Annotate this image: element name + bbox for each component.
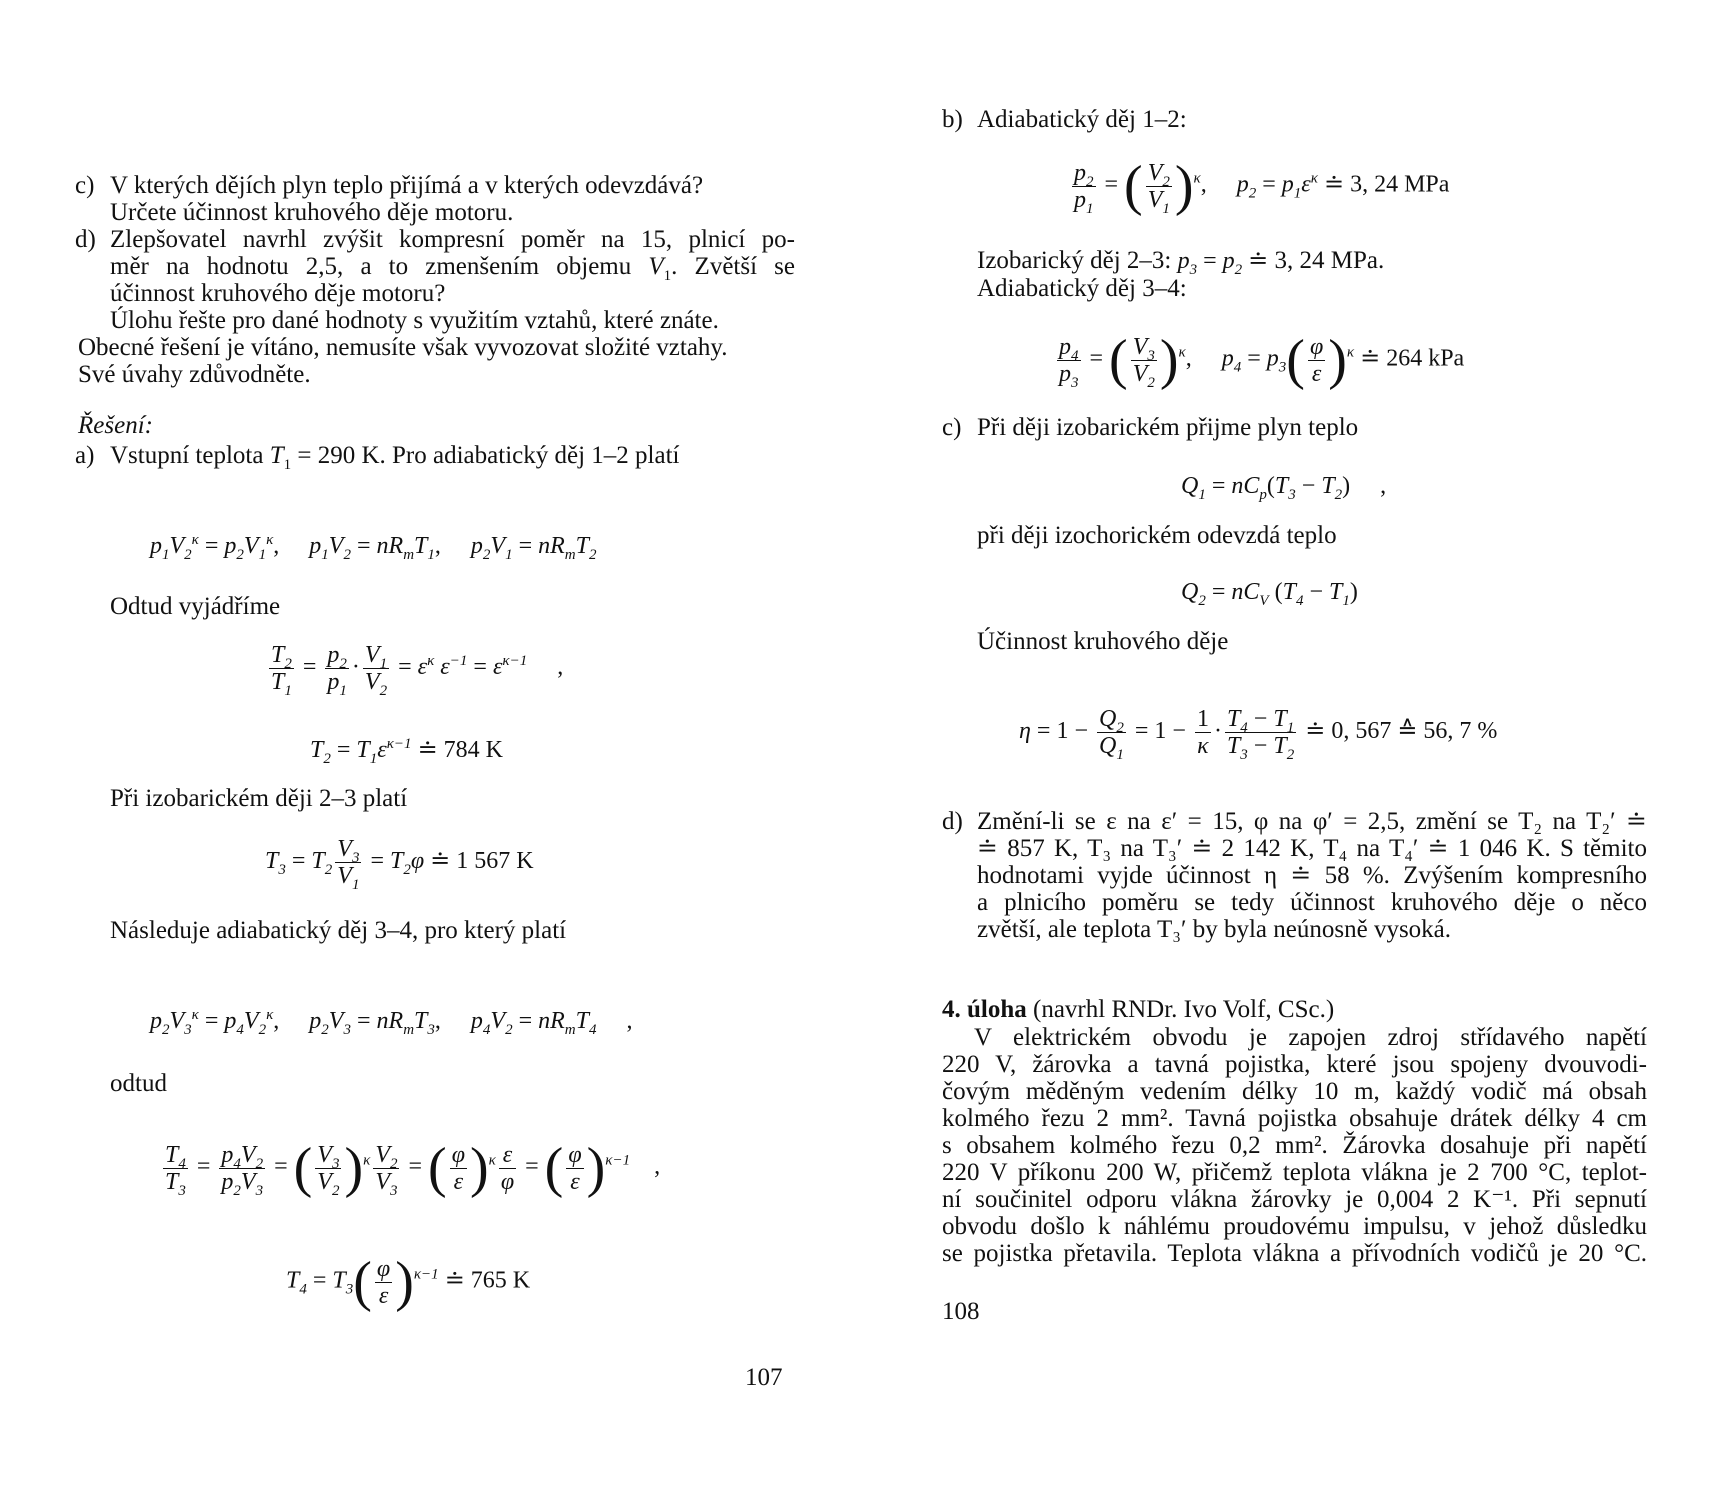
task-4-line-6: 220 V příkonu 200 W, přičemž teplota vlákna je 2 700 °C, teplot- — [942, 1159, 1647, 1186]
solution-d-line-5: zvětší, ale teplota T₃′ by byla neúnosně vysoká. — [977, 916, 1452, 943]
text-odtud-vyjadrime: Odtud vyjádříme — [110, 593, 281, 620]
instructions-line-1: Úlohu řešte pro dané hodnoty s využitím vztahů, které znáte. — [110, 307, 719, 334]
result-T2: 784 K — [443, 737, 504, 763]
solution-b-text: Adiabatický děj 1–2: — [977, 106, 1187, 133]
task-4-number: 4. úloha — [942, 996, 1027, 1023]
question-d-var-sub: 1 — [663, 268, 672, 284]
equation-adiabatic-12: $p_1V_2^\kappa = p_2V_1^\kappa$, $p_1V_2 = nR_mT_1$, $p_2V_1 = nR_mT_2$ — [150, 532, 597, 563]
equation-T2-ratio: $\frac{T_2}{T_1}$ = $\frac{p_2}{p_1}$ · $\frac{V_1}{V_2}$ = $\varepsilon^\kappa$ $\varepsilon^{-1} = \varepsilon^{\kappa-1}$ , — [271, 642, 564, 699]
solution-d-line-3: hodnotami vyjde účinnost η ≐ 58 %. Zvýšením kompresního — [977, 862, 1647, 889]
solution-a-var-sub: 1 — [283, 457, 292, 473]
task-4-line-5: s obsahem kolmého řezu 0,2 mm². Žárovka dosahuje při napětí — [942, 1132, 1647, 1159]
question-c-line-1: V kterých dějích plyn teplo přijímá a v kterých odevzdává? — [110, 172, 704, 199]
question-d-line-1: Zlepšovatel navrhl zvýšit kompresní poměr na 15, plnicí po- — [110, 226, 795, 253]
result-T4: 765 K — [470, 1267, 531, 1294]
instructions-line-2: Obecné řešení je vítáno, nemusíte však vyvozovat složité vztahy. — [78, 334, 728, 361]
question-c-line-2: Určete účinnost kruhového děje motoru. — [110, 199, 514, 226]
solution-a-label: a) — [75, 442, 95, 469]
solution-d-line-4: a plnicího poměru se tedy účinnost kruhového děje o něco — [977, 889, 1647, 916]
solution-c — [942, 414, 1662, 444]
result-p3: 3, 24 MPa. — [1274, 247, 1385, 274]
task-4-author: (navrhl RNDr. Ivo Volf, CSc.) — [1033, 996, 1335, 1023]
solution-heading: Řešení: — [78, 412, 153, 439]
ucinnost-text: Účinnost kruhového děje — [977, 628, 1229, 655]
instructions-line-3: Své úvahy zdůvodněte. — [78, 361, 311, 388]
question-d-label: d) — [75, 226, 96, 253]
task-4-line-2: 220 V, žárovka a tavná pojistka, které jsou spojeny dvouvodi- — [942, 1051, 1647, 1078]
izobaricky-23: Izobarický děj 2–3: $p_3 = p_2$ ≐ 3, 24 MPa. — [977, 247, 1385, 278]
equation-T4-result: $T_4 = T_3$( $\frac{\varphi}{\varepsilon}$ )$^{\kappa-1}$ ≐ 765 K — [286, 1251, 531, 1313]
equation-p2: $\frac{p_2}{p_1}$ = ( $\frac{V_2}{V_1}$ )$^\kappa$, $p_2 = p_1\varepsilon^\kappa$ ≐ 3, 24 MPa — [1074, 155, 1450, 217]
question-d — [75, 226, 795, 310]
task-4-line-4: kolmého řezu 2 mm². Tavná pojistka obsahuje drátek délky 4 cm — [942, 1105, 1647, 1132]
page-108 — [859, 0, 1718, 1500]
solution-b-label: b) — [942, 106, 963, 133]
equation-T2-result: $T_2 = T_1\varepsilon^{\kappa-1}$ ≐ 784 K — [310, 736, 504, 767]
question-c-label: c) — [75, 172, 95, 199]
solution-a — [75, 442, 795, 472]
solution-a-text: Vstupní teplota — [110, 442, 264, 469]
question-d-line-2-end: . Zvětší se — [671, 253, 796, 280]
page-number-108: 108 — [942, 1298, 980, 1325]
task-4-line-1: V elektrickém obvodu je zapojen zdroj střídavého napětí — [974, 1024, 1647, 1051]
task-4-title — [942, 996, 1334, 1023]
question-d-line-3: účinnost kruhového děje motoru? — [110, 280, 446, 307]
equation-T3: $T_3 = T_2$ $\frac{V_3}{V_1}$ = $T_2\varphi$ ≐ 1 567 K — [265, 836, 534, 893]
task-4-line-7: ní součinitel odporu vlákna žárovky je 0,004 2 K⁻¹. Při sepnutí — [942, 1186, 1647, 1213]
equation-p4: $\frac{p_4}{p_3}$ = ( $\frac{V_3}{V_2}$ )$^\kappa$, $p_4 = p_3$( $\frac{\varphi}{\varepsilon}$ )$^\kappa$ ≐ 264 kPa — [1059, 329, 1465, 391]
instructions — [78, 307, 798, 388]
page-number-107: 107 — [745, 1364, 783, 1391]
solution-d — [942, 808, 1662, 948]
izobaricky-23-text: Izobarický děj 2–3: — [977, 247, 1172, 274]
text-odtud: odtud — [110, 1070, 167, 1097]
solution-a-value: = 290 K. — [297, 442, 386, 469]
question-c — [75, 172, 795, 228]
equation-T4-ratio: $\frac{T_4}{T_3}$ = $\frac{p_4V_2}{p_2V_3}$ = ( $\frac{V_3}{V_2}$ )$^\kappa$ $\frac{V_2}{V_3}$ = ( $\frac{\varphi}{\varepsilon}$ )$^\kappa$ $\frac{\varepsilon}{\varphi}$ = ( $\frac{\varphi}{\varepsilon}$ )$^{\kappa-1}$ , — [165, 1137, 661, 1199]
task-4-line-3: čovým měděným vedením délky 10 m, každý vodič má obsah — [942, 1078, 1647, 1105]
equation-Q2: $Q_2 = nC_V$ $(T_4 - T_1)$ — [1181, 579, 1358, 609]
adiabaticky-34-text: Adiabatický děj 3–4: — [977, 275, 1187, 302]
solution-a-var: T — [269, 442, 284, 469]
equation-Q1: $Q_1 = nC_p(T_3 - T_2)$ , — [1181, 473, 1387, 503]
solution-c-label: c) — [942, 414, 962, 441]
solution-d-label: d) — [942, 808, 963, 835]
solution-d-line-2: ≐ 857 K, T₃ na T₃′ ≐ 2 142 K, T₄ na T₄′ ≐ 1 046 K. S těmito — [977, 835, 1647, 862]
task-4-line-8: obvodu došlo k náhlému proudovému impulsu, v jehož důsledku — [942, 1213, 1647, 1240]
equation-adiabatic-34: $p_2V_3^\kappa = p_4V_2^\kappa$, $p_2V_3 = nR_mT_3$, $p_4V_2 = nR_mT_4$ , — [150, 1007, 633, 1038]
result-p4: 264 kPa — [1386, 345, 1465, 372]
solution-b — [942, 106, 1662, 136]
result-T3: 1 567 K — [456, 848, 534, 875]
text-nasleduje: Následuje adiabatický děj 3–4, pro který platí — [110, 917, 567, 944]
result-efficiency: 0, 567 ≙ 56, 7 % — [1331, 718, 1498, 745]
task-4-body — [942, 1024, 1647, 1267]
task-4-line-9: se pojistka přetavila. Teplota vlákna a přívodních vodičů je 20 °C. — [942, 1240, 1647, 1267]
solution-d-line-1: Změní-li se ε na ε′ = 15, φ na φ′ = 2,5, změní se T₂ na T₂′ ≐ — [977, 808, 1647, 835]
equation-efficiency: η = 1 − $\frac{Q_2}{Q_1}$ = 1 − $\frac{1}{\kappa}$ · $\frac{T_4 - T_1}{T_3 - T_2}$ ≐ 0, 567 ≙ 56, 7 % — [1019, 706, 1498, 763]
solution-c-text: Při ději izobarickém přijme plyn teplo — [977, 414, 1359, 441]
text-izobaricky: Při izobarickém ději 2–3 platí — [110, 785, 408, 812]
question-d-line-2 — [110, 253, 796, 284]
solution-a-text-end: Pro adiabatický děj 1–2 platí — [392, 442, 680, 469]
question-d-line-2-text: měr na hodnotu 2,5, a to zmenšením objemu — [110, 253, 632, 280]
result-p2: 3, 24 MPa — [1350, 171, 1450, 198]
izochoricky-text: při ději izochorickém odevzdá teplo — [977, 522, 1337, 549]
question-d-var: V — [648, 253, 664, 280]
